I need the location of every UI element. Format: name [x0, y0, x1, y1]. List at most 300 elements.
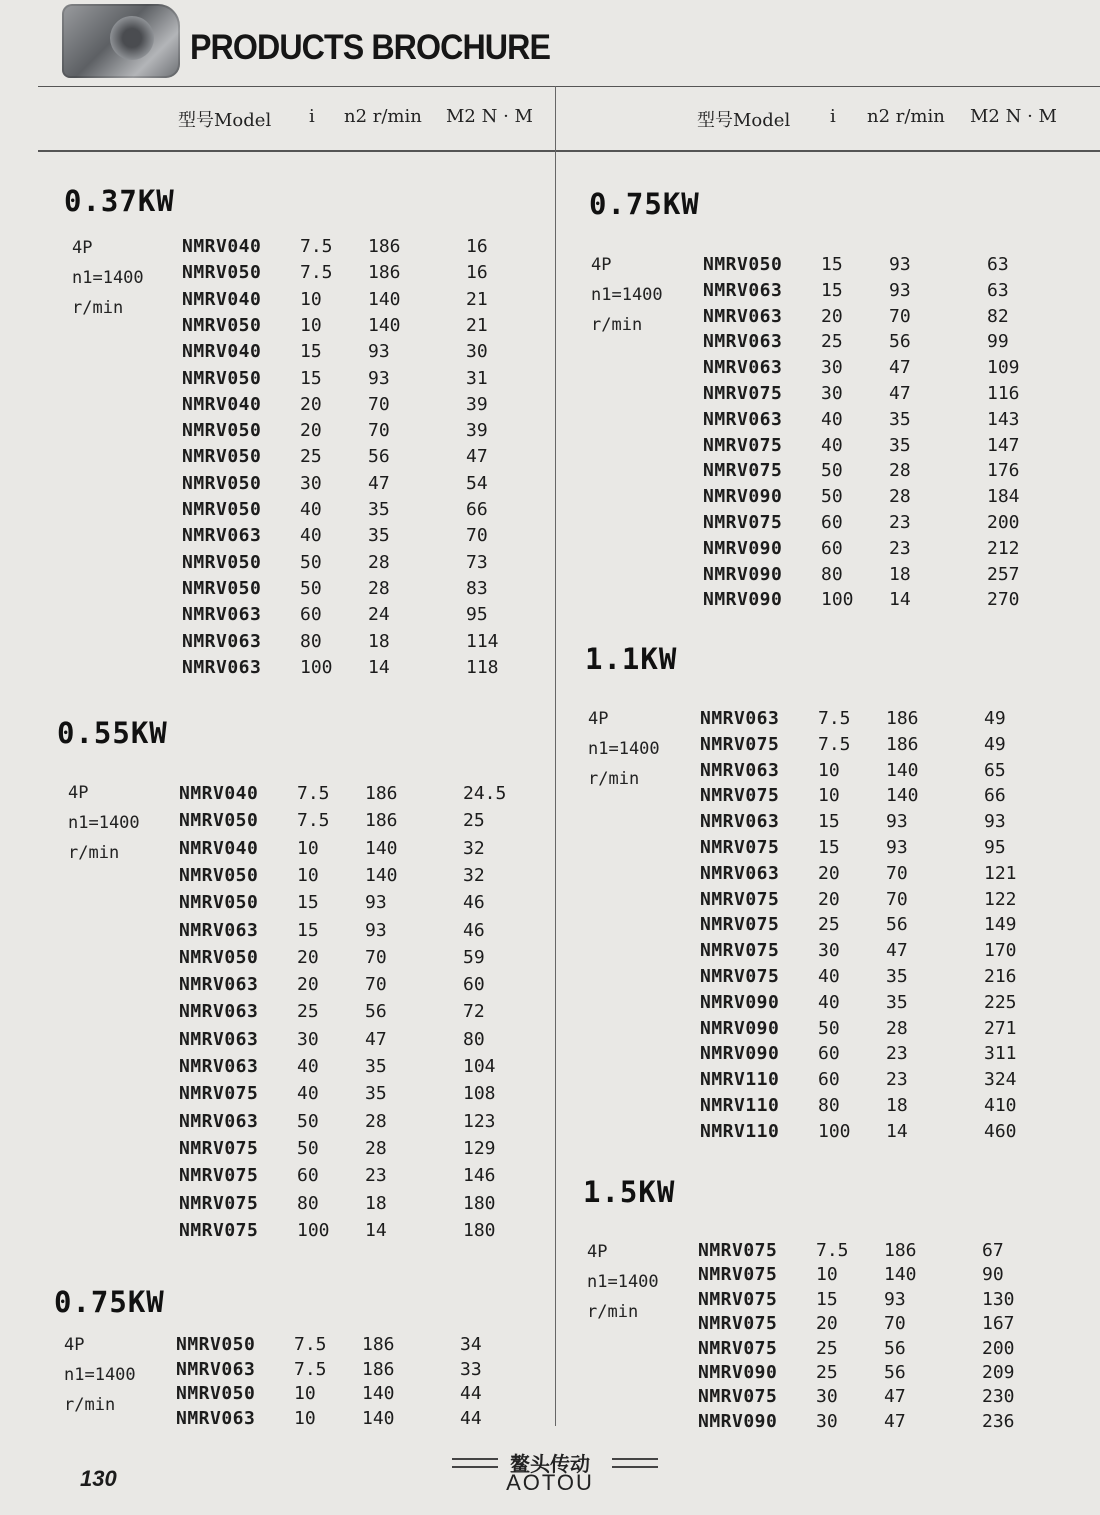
- model-cell: NMRV050: [182, 499, 262, 520]
- ratio-cell: 20: [297, 974, 319, 996]
- output-speed-cell: 186: [368, 236, 401, 257]
- output-speed-cell: 35: [368, 525, 390, 547]
- output-speed-cell: 140: [365, 864, 398, 886]
- ratio-cell: 100: [821, 589, 854, 611]
- output-speed-cell: 93: [365, 919, 387, 941]
- ratio-cell: 25: [821, 331, 843, 353]
- ratio-cell: 10: [294, 1383, 316, 1405]
- motor-spec-label: [587, 1237, 659, 1327]
- ratio-cell: 15: [300, 341, 322, 363]
- model-cell: NMRV090: [703, 563, 783, 585]
- col-heading-model-left: 型号Model: [178, 110, 272, 131]
- torque-cell: 121: [984, 862, 1017, 884]
- model-cell: NMRV063: [703, 331, 783, 353]
- torque-cell: 60: [463, 974, 485, 996]
- output-speed-cell: 14: [889, 589, 911, 611]
- torque-cell: 73: [466, 551, 488, 573]
- ratio-cell: 20: [816, 1313, 838, 1335]
- torque-cell: 82: [987, 305, 1009, 327]
- model-cell: NMRV075: [698, 1240, 778, 1261]
- torque-cell: 271: [984, 1017, 1017, 1039]
- model-cell: NMRV075: [179, 1192, 259, 1214]
- output-speed-cell: 35: [889, 408, 911, 430]
- model-cell: NMRV110: [700, 1120, 780, 1142]
- model-cell: NMRV063: [179, 919, 259, 941]
- ratio-cell: 30: [816, 1410, 838, 1432]
- motor-spec-n1: n1=1400: [588, 739, 660, 759]
- motor-spec-n1: n1=1400: [72, 268, 144, 288]
- output-speed-cell: 93: [368, 367, 390, 389]
- torque-cell: 90: [982, 1264, 1004, 1286]
- ratio-cell: 15: [821, 254, 843, 275]
- output-speed-cell: 70: [889, 305, 911, 327]
- model-cell: NMRV050: [182, 262, 262, 284]
- model-cell: NMRV063: [703, 408, 783, 430]
- power-rating-heading: 1.1KW: [585, 642, 678, 676]
- ratio-cell: 7.5: [300, 236, 333, 257]
- output-speed-cell: 70: [368, 420, 390, 442]
- model-cell: NMRV050: [179, 946, 259, 968]
- torque-cell: 324: [984, 1069, 1017, 1091]
- torque-cell: 70: [466, 525, 488, 547]
- torque-cell: 39: [466, 393, 488, 415]
- motor-spec-label: [64, 1330, 136, 1420]
- output-speed-cell: 47: [884, 1410, 906, 1432]
- output-speed-cell: 23: [889, 512, 911, 533]
- output-speed-cell: 47: [368, 472, 390, 494]
- torque-cell: 460: [984, 1120, 1017, 1142]
- torque-cell: 118: [466, 656, 499, 678]
- torque-cell: 63: [987, 279, 1009, 301]
- torque-cell: 108: [463, 1083, 496, 1105]
- motor-spec-unit: r/min: [72, 298, 124, 318]
- model-cell: NMRV063: [176, 1358, 256, 1380]
- ratio-cell: 7.5: [297, 783, 330, 804]
- output-speed-cell: 14: [886, 1120, 908, 1142]
- ratio-cell: 100: [300, 656, 333, 678]
- ratio-cell: 40: [297, 1056, 319, 1077]
- ratio-cell: 15: [297, 919, 319, 941]
- ratio-cell: 50: [821, 460, 843, 482]
- output-speed-cell: 28: [365, 1110, 387, 1132]
- model-cell: NMRV050: [176, 1383, 256, 1405]
- torque-cell: 66: [466, 499, 488, 520]
- ratio-cell: 25: [818, 914, 840, 936]
- output-speed-cell: 93: [884, 1288, 906, 1310]
- model-cell: NMRV075: [703, 512, 783, 533]
- torque-cell: 122: [984, 888, 1017, 910]
- model-cell: NMRV075: [700, 837, 780, 858]
- ratio-cell: 50: [300, 551, 322, 573]
- output-speed-cell: 140: [368, 314, 401, 336]
- torque-cell: 225: [984, 991, 1017, 1013]
- output-speed-cell: 18: [368, 630, 390, 652]
- torque-cell: 176: [987, 460, 1020, 482]
- torque-cell: 65: [984, 759, 1006, 781]
- header-bottom-rule: [38, 150, 1100, 152]
- motor-spec-n1: n1=1400: [68, 813, 140, 833]
- torque-cell: 72: [463, 1001, 485, 1023]
- model-cell: NMRV075: [698, 1288, 778, 1310]
- model-cell: NMRV075: [700, 914, 780, 936]
- model-cell: NMRV050: [182, 420, 262, 442]
- torque-cell: 39: [466, 420, 488, 442]
- output-speed-cell: 24: [368, 604, 390, 626]
- model-cell: NMRV063: [179, 1028, 259, 1050]
- model-cell: NMRV050: [176, 1334, 256, 1355]
- output-speed-cell: 93: [886, 837, 908, 858]
- power-rating-heading: 0.37KW: [64, 184, 175, 218]
- model-cell: NMRV090: [698, 1362, 778, 1383]
- footer-brand-chinese: 鳌头传动: [510, 1452, 590, 1476]
- model-cell: NMRV090: [703, 537, 783, 559]
- output-speed-cell: 140: [886, 759, 919, 781]
- model-cell: NMRV063: [703, 279, 783, 301]
- output-speed-cell: 93: [889, 279, 911, 301]
- model-cell: NMRV090: [703, 589, 783, 611]
- model-cell: NMRV063: [703, 357, 783, 379]
- output-speed-cell: 18: [365, 1192, 387, 1214]
- ratio-cell: 10: [816, 1264, 838, 1286]
- torque-cell: 33: [460, 1358, 482, 1380]
- output-speed-cell: 35: [368, 499, 390, 520]
- torque-cell: 200: [987, 512, 1020, 533]
- output-speed-cell: 70: [368, 393, 390, 415]
- ratio-cell: 25: [300, 446, 322, 468]
- ratio-cell: 20: [818, 888, 840, 910]
- ratio-cell: 30: [300, 472, 322, 494]
- ratio-cell: 30: [818, 940, 840, 962]
- model-cell: NMRV110: [700, 1095, 780, 1116]
- ratio-cell: 40: [821, 408, 843, 430]
- torque-cell: 31: [466, 367, 488, 389]
- torque-cell: 49: [984, 708, 1006, 729]
- ratio-cell: 80: [821, 563, 843, 585]
- output-speed-cell: 28: [368, 577, 390, 599]
- torque-cell: 47: [466, 446, 488, 468]
- motor-spec-n1: n1=1400: [587, 1272, 659, 1292]
- ratio-cell: 7.5: [300, 262, 333, 284]
- model-cell: NMRV040: [179, 837, 259, 859]
- ratio-cell: 30: [297, 1028, 319, 1050]
- torque-cell: 123: [463, 1110, 496, 1132]
- output-speed-cell: 28: [365, 1137, 387, 1159]
- ratio-cell: 20: [818, 862, 840, 884]
- output-speed-cell: 47: [365, 1028, 387, 1050]
- model-cell: NMRV063: [700, 811, 780, 833]
- torque-cell: 16: [466, 236, 488, 257]
- output-speed-cell: 35: [365, 1083, 387, 1105]
- ratio-cell: 15: [816, 1288, 838, 1310]
- ratio-cell: 20: [300, 393, 322, 415]
- col-heading-model-right: 型号Model: [697, 110, 791, 131]
- col-heading-speed-left: n2 r/min: [344, 106, 422, 127]
- output-speed-cell: 18: [889, 563, 911, 585]
- model-cell: NMRV090: [703, 486, 783, 508]
- model-cell: NMRV050: [182, 367, 262, 389]
- ratio-cell: 7.5: [294, 1358, 327, 1380]
- model-cell: NMRV063: [179, 1110, 259, 1132]
- ratio-cell: 80: [818, 1095, 840, 1116]
- model-cell: NMRV075: [700, 888, 780, 910]
- ratio-cell: 60: [818, 1043, 840, 1065]
- ratio-cell: 30: [821, 357, 843, 379]
- output-speed-cell: 186: [365, 810, 398, 832]
- model-cell: NMRV063: [182, 525, 262, 547]
- column-divider: [555, 86, 556, 1426]
- output-speed-cell: 47: [889, 357, 911, 379]
- torque-cell: 24.5: [463, 783, 507, 804]
- ratio-cell: 80: [297, 1192, 319, 1214]
- output-speed-cell: 140: [886, 785, 919, 807]
- model-cell: NMRV075: [700, 733, 780, 755]
- model-cell: NMRV075: [700, 785, 780, 807]
- torque-cell: 99: [987, 331, 1009, 353]
- output-speed-cell: 28: [889, 460, 911, 482]
- torque-cell: 49: [984, 733, 1006, 755]
- ratio-cell: 10: [297, 864, 319, 886]
- output-speed-cell: 35: [886, 991, 908, 1013]
- output-speed-cell: 56: [884, 1362, 906, 1383]
- torque-cell: 209: [982, 1362, 1015, 1383]
- torque-cell: 114: [466, 630, 499, 652]
- output-speed-cell: 47: [886, 940, 908, 962]
- motor-spec-unit: r/min: [591, 315, 643, 335]
- motor-spec-label: [591, 250, 663, 340]
- model-cell: NMRV063: [179, 1001, 259, 1023]
- model-cell: NMRV090: [700, 1017, 780, 1039]
- ratio-cell: 25: [297, 1001, 319, 1023]
- col-heading-torque-right: M2 N · M: [970, 106, 1057, 127]
- motor-spec-poles: 4P: [587, 1242, 608, 1262]
- model-cell: NMRV063: [700, 708, 780, 729]
- output-speed-cell: 56: [368, 446, 390, 468]
- torque-cell: 54: [466, 472, 488, 494]
- torque-cell: 34: [460, 1334, 482, 1355]
- model-cell: NMRV050: [179, 810, 259, 832]
- torque-cell: 95: [466, 604, 488, 626]
- output-speed-cell: 28: [889, 486, 911, 508]
- model-cell: NMRV075: [179, 1219, 259, 1241]
- output-speed-cell: 140: [362, 1383, 395, 1405]
- model-cell: NMRV050: [182, 446, 262, 468]
- torque-cell: 95: [984, 837, 1006, 858]
- ratio-cell: 7.5: [297, 810, 330, 832]
- torque-cell: 146: [463, 1165, 496, 1187]
- motor-spec-unit: r/min: [587, 1302, 639, 1322]
- motor-spec-unit: r/min: [588, 769, 640, 789]
- output-speed-cell: 56: [889, 331, 911, 353]
- ratio-cell: 40: [818, 991, 840, 1013]
- ratio-cell: 50: [818, 1017, 840, 1039]
- model-cell: NMRV050: [182, 472, 262, 494]
- model-cell: NMRV075: [179, 1165, 259, 1187]
- output-speed-cell: 186: [362, 1334, 395, 1355]
- model-cell: NMRV090: [698, 1410, 778, 1432]
- ratio-cell: 100: [818, 1120, 851, 1142]
- output-speed-cell: 28: [886, 1017, 908, 1039]
- power-rating-heading: 0.75KW: [589, 187, 700, 221]
- model-cell: NMRV050: [179, 864, 259, 886]
- output-speed-cell: 28: [368, 551, 390, 573]
- torque-cell: 59: [463, 946, 485, 968]
- footer-brand-english: AOTOU: [506, 1470, 594, 1495]
- output-speed-cell: 23: [365, 1165, 387, 1187]
- model-cell: NMRV040: [182, 288, 262, 310]
- model-cell: NMRV040: [182, 393, 262, 415]
- ratio-cell: 60: [297, 1165, 319, 1187]
- output-speed-cell: 23: [889, 537, 911, 559]
- torque-cell: 257: [987, 563, 1020, 585]
- page-number: 130: [80, 1466, 117, 1491]
- torque-cell: 149: [984, 914, 1017, 936]
- torque-cell: 21: [466, 314, 488, 336]
- torque-cell: 66: [984, 785, 1006, 807]
- motor-spec-n1: n1=1400: [64, 1365, 136, 1385]
- torque-cell: 80: [463, 1028, 485, 1050]
- model-cell: NMRV063: [179, 1056, 259, 1077]
- output-speed-cell: 14: [365, 1219, 387, 1241]
- ratio-cell: 60: [818, 1069, 840, 1091]
- ratio-cell: 15: [300, 367, 322, 389]
- output-speed-cell: 186: [886, 708, 919, 729]
- torque-cell: 216: [984, 966, 1017, 987]
- ratio-cell: 50: [297, 1137, 319, 1159]
- torque-cell: 30: [466, 341, 488, 363]
- output-speed-cell: 56: [884, 1337, 906, 1359]
- output-speed-cell: 56: [365, 1001, 387, 1023]
- model-cell: NMRV090: [700, 991, 780, 1013]
- torque-cell: 21: [466, 288, 488, 310]
- torque-cell: 170: [984, 940, 1017, 962]
- output-speed-cell: 70: [884, 1313, 906, 1335]
- power-rating-heading: 0.75KW: [54, 1285, 165, 1319]
- torque-cell: 311: [984, 1043, 1017, 1065]
- ratio-cell: 10: [294, 1408, 316, 1430]
- motor-spec-unit: r/min: [64, 1395, 116, 1415]
- ratio-cell: 60: [821, 537, 843, 559]
- torque-cell: 236: [982, 1410, 1015, 1432]
- model-cell: NMRV050: [182, 577, 262, 599]
- ratio-cell: 15: [297, 892, 319, 914]
- ratio-cell: 25: [816, 1337, 838, 1359]
- motor-spec-poles: 4P: [68, 783, 89, 803]
- motor-spec-poles: 4P: [72, 238, 93, 258]
- torque-cell: 67: [982, 1240, 1004, 1261]
- torque-cell: 109: [987, 357, 1020, 379]
- model-cell: NMRV075: [179, 1083, 259, 1105]
- torque-cell: 200: [982, 1337, 1015, 1359]
- model-cell: NMRV063: [182, 656, 262, 678]
- output-speed-cell: 35: [365, 1056, 387, 1077]
- output-speed-cell: 47: [884, 1386, 906, 1408]
- ratio-cell: 15: [818, 837, 840, 858]
- motor-spec-label: [68, 778, 140, 868]
- output-speed-cell: 70: [365, 974, 387, 996]
- ratio-cell: 40: [818, 966, 840, 987]
- ratio-cell: 10: [300, 288, 322, 310]
- motor-spec-poles: 4P: [64, 1335, 85, 1355]
- ratio-cell: 7.5: [818, 733, 851, 755]
- ratio-cell: 80: [300, 630, 322, 652]
- model-cell: NMRV075: [700, 940, 780, 962]
- model-cell: NMRV063: [700, 862, 780, 884]
- output-speed-cell: 186: [362, 1358, 395, 1380]
- model-cell: NMRV050: [179, 892, 259, 914]
- model-cell: NMRV075: [703, 434, 783, 456]
- torque-cell: 410: [984, 1095, 1017, 1116]
- output-speed-cell: 47: [889, 383, 911, 404]
- model-cell: NMRV075: [703, 460, 783, 482]
- model-cell: NMRV050: [182, 314, 262, 336]
- output-speed-cell: 23: [886, 1069, 908, 1091]
- ratio-cell: 50: [821, 486, 843, 508]
- model-cell: NMRV050: [182, 551, 262, 573]
- torque-cell: 104: [463, 1056, 496, 1077]
- motor-spec-label: [588, 704, 660, 794]
- model-cell: NMRV050: [703, 254, 783, 275]
- torque-cell: 25: [463, 810, 485, 832]
- output-speed-cell: 93: [365, 892, 387, 914]
- col-heading-speed-right: n2 r/min: [867, 106, 945, 127]
- header-top-rule: [38, 86, 1100, 87]
- output-speed-cell: 70: [886, 862, 908, 884]
- ratio-cell: 7.5: [294, 1334, 327, 1355]
- output-speed-cell: 140: [365, 837, 398, 859]
- ratio-cell: 20: [300, 420, 322, 442]
- torque-cell: 63: [987, 254, 1009, 275]
- model-cell: NMRV090: [700, 1043, 780, 1065]
- output-speed-cell: 186: [884, 1240, 917, 1261]
- torque-cell: 46: [463, 892, 485, 914]
- col-heading-torque-left: M2 N · M: [446, 106, 533, 127]
- torque-cell: 83: [466, 577, 488, 599]
- torque-cell: 130: [982, 1288, 1015, 1310]
- ratio-cell: 7.5: [818, 708, 851, 729]
- output-speed-cell: 140: [362, 1408, 395, 1430]
- ratio-cell: 30: [816, 1386, 838, 1408]
- torque-cell: 180: [463, 1219, 496, 1241]
- ratio-cell: 60: [300, 604, 322, 626]
- model-cell: NMRV063: [700, 759, 780, 781]
- motor-spec-n1: n1=1400: [591, 285, 663, 305]
- torque-cell: 32: [463, 864, 485, 886]
- torque-cell: 129: [463, 1137, 496, 1159]
- ratio-cell: 10: [818, 785, 840, 807]
- gearbox-product-image: [62, 4, 180, 78]
- torque-cell: 212: [987, 537, 1020, 559]
- col-heading-ratio-right: i: [830, 106, 836, 127]
- model-cell: NMRV075: [700, 966, 780, 987]
- motor-spec-poles: 4P: [591, 255, 612, 275]
- output-speed-cell: 186: [886, 733, 919, 755]
- ratio-cell: 50: [300, 577, 322, 599]
- output-speed-cell: 186: [365, 783, 398, 804]
- output-speed-cell: 93: [368, 341, 390, 363]
- model-cell: NMRV040: [182, 236, 262, 257]
- col-heading-ratio-left: i: [309, 106, 315, 127]
- model-cell: NMRV063: [182, 604, 262, 626]
- model-cell: NMRV040: [182, 341, 262, 363]
- output-speed-cell: 93: [886, 811, 908, 833]
- output-speed-cell: 70: [365, 946, 387, 968]
- output-speed-cell: 93: [889, 254, 911, 275]
- ratio-cell: 40: [821, 434, 843, 456]
- output-speed-cell: 70: [886, 888, 908, 910]
- output-speed-cell: 14: [368, 656, 390, 678]
- torque-cell: 147: [987, 434, 1020, 456]
- ratio-cell: 100: [297, 1219, 330, 1241]
